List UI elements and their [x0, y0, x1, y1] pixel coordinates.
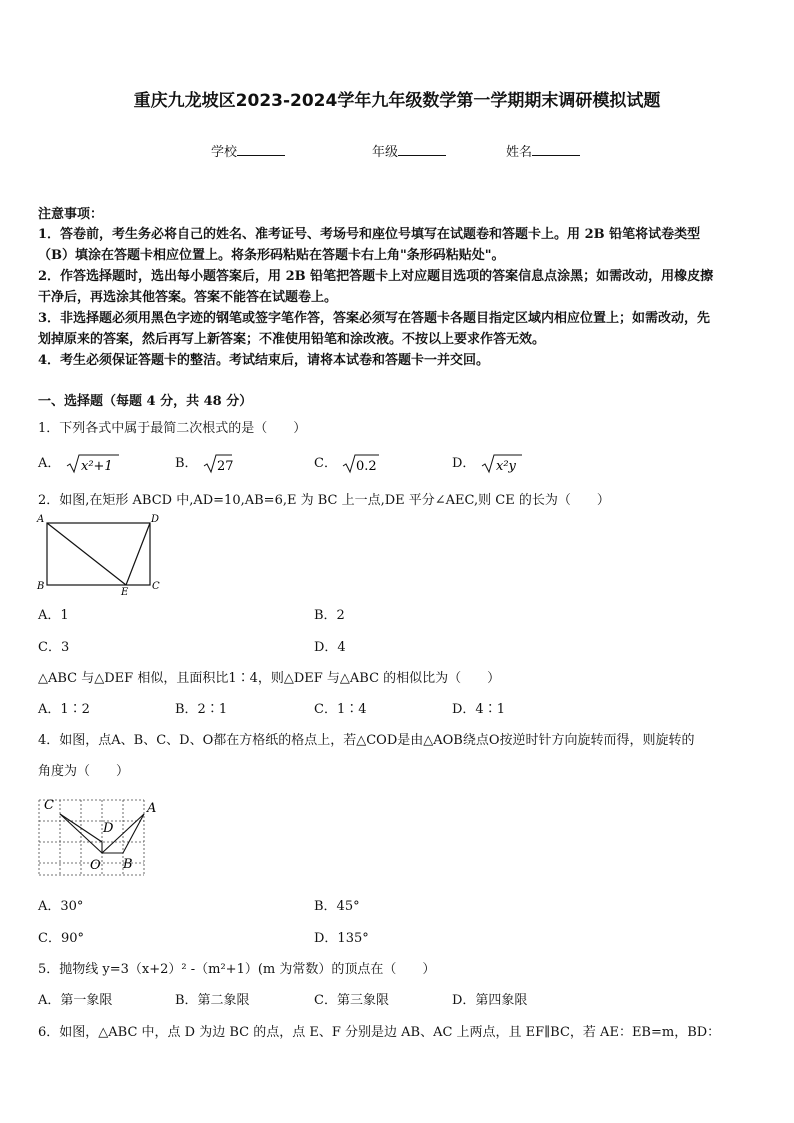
q5-option-d[interactable]: D．第四象限: [452, 993, 528, 1008]
note-line: 2．作答选择题时，选出每小题答案后，用 2B 铅笔把答题卡上对应题目选项的答案信息点涂黑；如需改动，用橡皮擦: [38, 269, 714, 284]
q2-option-c[interactable]: C．3: [38, 640, 70, 655]
grade-blank[interactable]: [398, 143, 446, 156]
q1-b-radical: [202, 453, 234, 475]
note-line: （B）填涂在答题卡相应位置上。将条形码粘贴在答题卡右上角"条形码粘贴处"。: [38, 248, 505, 263]
q1-b-expr: 27: [216, 458, 234, 474]
note-line: 1．答卷前，考生务必将自己的姓名、准考证号、考场号和座位号填写在试题卷和答题卡上。用 2B 铅笔将试卷类型: [38, 227, 701, 242]
section-heading: 一、选择题（每题 4 分，共 48 分）: [38, 394, 253, 409]
option-letter: D．: [452, 456, 476, 471]
q3-option-d[interactable]: D．4∶1: [452, 702, 505, 717]
q2-label-d: D: [151, 514, 160, 525]
note-line: 3．非选择题必须用黑色字迹的钢笔或签字笔作答，答案必须写在答题卡各题目指定区域内相应位置上；如需改动，先: [38, 311, 711, 326]
q1-option-b[interactable]: [175, 452, 234, 475]
grade-field[interactable]: [372, 141, 446, 160]
q3-option-b[interactable]: B．2∶1: [175, 702, 228, 717]
q4-label-a: A: [147, 801, 157, 816]
q5-option-a[interactable]: A．第一象限: [38, 993, 113, 1008]
q4-label-o: O: [90, 858, 101, 873]
q1-d-radical: [480, 453, 524, 475]
q4-option-a[interactable]: A．30°: [38, 899, 84, 914]
q3-option-c[interactable]: C．1∶4: [314, 702, 367, 717]
q4-stem-line1: 4．如图，点A、B、C、D、O都在方格纸的格点上，若△COD是由△AOB绕点O按逆时针方向旋转而得，则旋转的: [38, 733, 695, 748]
q5-option-c[interactable]: C．第三象限: [314, 993, 389, 1008]
q3-stem: △ABC 与△DEF 相似，且面积比1∶4，则△DEF 与△ABC 的相似比为（ ）: [38, 671, 501, 686]
q2-option-d[interactable]: D．4: [314, 640, 346, 655]
q2-figure: [34, 512, 164, 596]
q1-stem: 1．下列各式中属于最简二次根式的是（ ）: [38, 421, 307, 436]
q4-label-b: B: [123, 857, 133, 872]
q2-option-b[interactable]: B．2: [314, 608, 345, 623]
q5-option-b[interactable]: B．第二象限: [175, 993, 250, 1008]
q6-stem: 6．如图，△ABC 中，点 D 为边 BC 的点，点 E、F 分别是边 AB、AC 上两点，且 EF∥BC，若 AE：EB=m，BD：: [38, 1025, 721, 1040]
school-field[interactable]: [211, 141, 285, 160]
note-line: 4．考生必须保证答题卡的整洁。考试结束后，请将本试卷和答题卡一并交回。: [38, 353, 490, 368]
q1-a-expr: x²+1: [80, 458, 113, 474]
name-field[interactable]: [506, 141, 580, 160]
school-blank[interactable]: [237, 143, 285, 156]
option-letter: C．: [314, 456, 337, 471]
q1-d-expr: x²y: [495, 458, 516, 474]
q1-option-a[interactable]: [38, 452, 121, 475]
q1-option-c[interactable]: [314, 452, 381, 475]
q4-stem-line2: 角度为（ ）: [38, 764, 130, 779]
q4-grid-figure: [36, 794, 166, 878]
q5-stem: 5．抛物线 y=3（x+2）² -（m²+1）(m 为常数）的顶点在（ ）: [38, 962, 436, 977]
name-label: 姓名: [506, 145, 533, 160]
q4-option-c[interactable]: C．90°: [38, 931, 84, 946]
q3-option-a[interactable]: A．1∶2: [38, 702, 90, 717]
q2-option-a[interactable]: A．1: [38, 608, 69, 623]
option-letter: A．: [38, 456, 61, 471]
note-line: 干净后，再选涂其他答案。答案不能答在试题卷上。: [38, 290, 338, 305]
q1-c-radical: [341, 453, 381, 475]
q1-c-expr: 0.2: [356, 458, 377, 474]
q1-a-radical: [65, 453, 121, 475]
q2-label-a: A: [37, 514, 45, 525]
q2-label-e: E: [121, 587, 129, 596]
q1-option-d[interactable]: [452, 452, 524, 475]
name-blank[interactable]: [532, 143, 580, 156]
option-letter: B．: [175, 456, 198, 471]
notes-heading: 注意事项：: [38, 207, 104, 222]
q2-label-c: C: [152, 581, 160, 592]
q4-option-b[interactable]: B．45°: [314, 899, 360, 914]
q4-label-c: C: [44, 798, 54, 813]
school-label: 学校: [211, 145, 238, 160]
q4-label-d: D: [103, 821, 114, 836]
q2-stem: 2．如图,在矩形 ABCD 中,AD=10,AB=6,E 为 BC 上一点,DE 平分∠AEC,则 CE 的长为（ ）: [38, 493, 610, 508]
page-title: 重庆九龙坡区2023-2024学年九年级数学第一学期期末调研模拟试题: [133, 91, 661, 111]
note-line: 划掉原来的答案，然后再写上新答案；不准使用铅笔和涂改液。不按以上要求作答无效。: [38, 332, 546, 347]
q4-option-d[interactable]: D．135°: [314, 931, 369, 946]
grade-label: 年级: [372, 145, 399, 160]
q2-label-b: B: [37, 581, 45, 592]
